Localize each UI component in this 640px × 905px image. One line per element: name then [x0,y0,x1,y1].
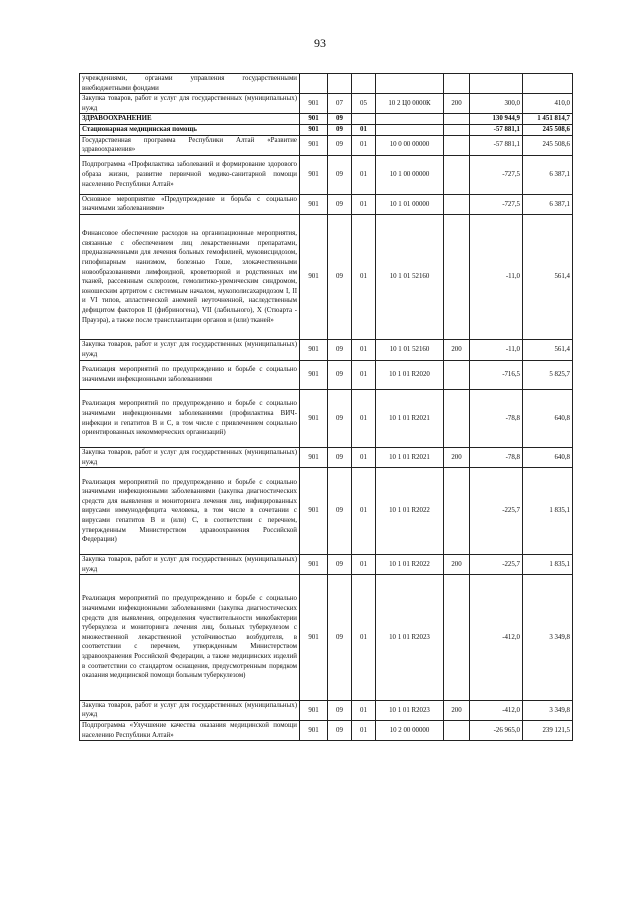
row-grbs-cell: 901 [300,721,328,741]
row-name-cell: Стационарная медицинская помощь [80,124,300,135]
row-section-cell: 09 [328,135,352,155]
row-grbs-cell: 901 [300,124,328,135]
row-target-article-cell: 10 2 Ц0 0000К [376,94,444,114]
row-name-cell: Подпрограмма «Профилактика заболеваний и формирование здорового образа жизни, развитие первичной медико-санитарной помощи населению Республики Алтай» [80,155,300,194]
row-name-cell: учреждениями, органами управления государственными внебюджетными фондами [80,74,300,94]
row-section-cell: 09 [328,555,352,575]
row-total-amount-cell: 3 349,8 [523,575,573,700]
row-name-cell: Реализация мероприятий по предупреждению и борьбе с социально значимыми инфекционными заболеваниями (закупка диагностических средств для выявления и мониторинга лечения лиц, инфицированных вирусами иммунодефицита человека, в том числе в сочетании с вирусами гепатитов B и (или) C, в соответствии с перечнем, утвержденным Министерством здравоохранения Российской Федерации) [80,468,300,555]
table-row [80,448,573,468]
row-section-cell: 09 [328,389,352,447]
table-row [80,114,573,125]
table-row [80,194,573,214]
row-total-amount-cell: 6 387,1 [523,155,573,194]
row-subsection-cell: 01 [352,700,376,720]
row-subsection-cell: 01 [352,389,376,447]
row-total-amount-cell: 5 825,7 [523,360,573,389]
row-change-amount-cell: -727,5 [470,194,523,214]
row-expense-type-cell [444,389,470,447]
row-change-amount-cell: -57 881,1 [470,135,523,155]
row-grbs-cell [300,74,328,94]
row-name-cell: Закупка товаров, работ и услуг для государственных (муниципальных) нужд [80,94,300,114]
row-expense-type-cell: 200 [444,700,470,720]
row-grbs-cell: 901 [300,194,328,214]
row-target-article-cell [376,74,444,94]
row-target-article-cell [376,124,444,135]
budget-table [79,73,573,741]
row-change-amount-cell: -11,0 [470,214,523,339]
row-section-cell [328,74,352,94]
row-expense-type-cell [444,124,470,135]
table-row [80,135,573,155]
row-subsection-cell: 01 [352,214,376,339]
row-section-cell: 09 [328,155,352,194]
row-expense-type-cell [444,575,470,700]
row-expense-type-cell: 200 [444,340,470,360]
row-target-article-cell: 10 1 01 52160 [376,340,444,360]
row-target-article-cell: 10 1 01 R2021 [376,448,444,468]
page-number: 93 [314,36,326,50]
row-subsection-cell [352,74,376,94]
row-change-amount-cell: -26 965,0 [470,721,523,741]
row-grbs-cell: 901 [300,135,328,155]
row-subsection-cell: 01 [352,468,376,555]
table-row [80,468,573,555]
table-row [80,155,573,194]
table-row [80,124,573,135]
row-grbs-cell: 901 [300,214,328,339]
row-grbs-cell: 901 [300,155,328,194]
row-grbs-cell: 901 [300,114,328,125]
row-change-amount-cell: -412,0 [470,575,523,700]
row-grbs-cell: 901 [300,700,328,720]
row-total-amount-cell: 245 508,6 [523,135,573,155]
row-expense-type-cell: 200 [444,448,470,468]
table-row [80,340,573,360]
row-name-cell: Закупка товаров, работ и услуг для государственных (муниципальных) нужд [80,448,300,468]
row-name-cell: Реализация мероприятий по предупреждению и борьбе с социально значимыми инфекционными заболеваниями (закупка диагностических средств для выявления, определения чувствительности микобактерии туберкулеза и мониторинга лечения лиц, больных туберкулезом с множественной лекарственной устойчивостью возбудителя, в соответствии с перечнем, утвержденным Министерством здравоохранения Российской Федерации, а также медицинских изделий в соответствии со стандартом оснащения, предусмотренным порядком оказания медицинской помощи больным туберкулезом) [80,575,300,700]
row-expense-type-cell [444,214,470,339]
row-target-article-cell: 10 1 01 52160 [376,214,444,339]
row-section-cell: 09 [328,575,352,700]
row-change-amount-cell: -412,0 [470,700,523,720]
row-name-cell: Основное мероприятие «Предупреждение и борьба с социально значимыми заболеваниями» [80,194,300,214]
row-change-amount-cell: -78,8 [470,389,523,447]
row-grbs-cell: 901 [300,555,328,575]
row-subsection-cell: 01 [352,721,376,741]
row-change-amount-cell: -225,7 [470,555,523,575]
row-total-amount-cell: 561,4 [523,214,573,339]
row-grbs-cell: 901 [300,575,328,700]
row-change-amount-cell: -57 881,1 [470,124,523,135]
row-subsection-cell: 01 [352,124,376,135]
row-name-cell: Закупка товаров, работ и услуг для государственных (муниципальных) нужд [80,340,300,360]
row-section-cell: 09 [328,114,352,125]
row-section-cell: 07 [328,94,352,114]
table-row [80,214,573,339]
row-total-amount-cell [523,74,573,94]
row-subsection-cell: 01 [352,340,376,360]
row-expense-type-cell: 200 [444,94,470,114]
row-target-article-cell: 10 1 01 R2022 [376,468,444,555]
table-row [80,575,573,700]
row-grbs-cell: 901 [300,389,328,447]
row-total-amount-cell: 3 349,8 [523,700,573,720]
row-expense-type-cell [444,135,470,155]
row-grbs-cell: 901 [300,340,328,360]
row-subsection-cell: 01 [352,135,376,155]
budget-table-body [80,74,573,741]
row-target-article-cell: 10 1 00 00000 [376,155,444,194]
row-total-amount-cell: 640,8 [523,389,573,447]
row-subsection-cell: 01 [352,555,376,575]
table-row [80,360,573,389]
row-total-amount-cell: 245 508,6 [523,124,573,135]
row-total-amount-cell: 239 121,5 [523,721,573,741]
row-target-article-cell: 10 1 01 R2022 [376,555,444,575]
row-name-cell: ЗДРАВООХРАНЕНИЕ [80,114,300,125]
row-change-amount-cell: -727,5 [470,155,523,194]
row-change-amount-cell: -78,8 [470,448,523,468]
row-grbs-cell: 901 [300,360,328,389]
row-name-cell: Реализация мероприятий по предупреждению и борьбе с социально значимыми инфекционными заболеваниями [80,360,300,389]
row-target-article-cell: 10 0 00 00000 [376,135,444,155]
row-target-article-cell [376,114,444,125]
row-expense-type-cell [444,194,470,214]
row-subsection-cell [352,114,376,125]
row-grbs-cell: 901 [300,94,328,114]
table-row [80,555,573,575]
row-subsection-cell: 01 [352,360,376,389]
table-row [80,74,573,94]
row-section-cell: 09 [328,194,352,214]
table-row [80,700,573,720]
row-total-amount-cell: 640,8 [523,448,573,468]
row-section-cell: 09 [328,448,352,468]
row-change-amount-cell: -225,7 [470,468,523,555]
row-change-amount-cell [470,74,523,94]
row-total-amount-cell: 1 835,1 [523,555,573,575]
row-change-amount-cell: 130 944,9 [470,114,523,125]
row-change-amount-cell: 300,0 [470,94,523,114]
row-total-amount-cell: 6 387,1 [523,194,573,214]
row-expense-type-cell [444,360,470,389]
row-section-cell: 09 [328,340,352,360]
row-name-cell: Закупка товаров, работ и услуг для государственных (муниципальных) нужд [80,700,300,720]
row-name-cell: Подпрограмма «Улучшение качества оказания медицинской помощи населению Республики Алтай» [80,721,300,741]
row-total-amount-cell: 561,4 [523,340,573,360]
row-grbs-cell: 901 [300,468,328,555]
row-target-article-cell: 10 2 00 00000 [376,721,444,741]
row-name-cell: Закупка товаров, работ и услуг для государственных (муниципальных) нужд [80,555,300,575]
table-row [80,94,573,114]
row-target-article-cell: 10 1 01 R2020 [376,360,444,389]
row-section-cell: 09 [328,214,352,339]
row-target-article-cell: 10 1 01 R2023 [376,575,444,700]
row-expense-type-cell [444,721,470,741]
row-expense-type-cell [444,155,470,194]
row-expense-type-cell [444,468,470,555]
row-expense-type-cell [444,74,470,94]
row-expense-type-cell [444,114,470,125]
row-grbs-cell: 901 [300,448,328,468]
row-subsection-cell: 01 [352,194,376,214]
row-section-cell: 09 [328,700,352,720]
table-row [80,389,573,447]
row-target-article-cell: 10 1 01 00000 [376,194,444,214]
row-section-cell: 09 [328,124,352,135]
row-name-cell: Государственная программа Республики Алтай «Развитие здравоохранения» [80,135,300,155]
row-name-cell: Финансовое обеспечение расходов на организационные мероприятия, связанные с обеспечением лиц лекарственными препаратами, предназначенными для лечения больных гемофилией, муковисцидозом, гипофизарным нанизмом, болезнью Гоше, злокачественными новообразованиями лимфоидной, кроветворной и родственных им тканей, рассеянным склерозом, гемолитико-уремическим синдромом, юношеским артритом с системным началом, мукополисахаридозом I, II и VI типов, апластической анемией неуточненной, наследственным дефицитом факторов II (фибриногена), VII (лабильного), X (Стюарта - Прауэра), а также после трансплантации органов и (или) тканей» [80,214,300,339]
row-subsection-cell: 01 [352,575,376,700]
row-name-cell: Реализация мероприятий по предупреждению и борьбе с социально значимыми инфекционными заболеваниями (профилактика ВИЧ-инфекции и гепатитов B и C, в том числе с привлечением социально ориентированных некоммерческих организаций) [80,389,300,447]
table-row [80,721,573,741]
row-subsection-cell: 01 [352,155,376,194]
row-section-cell: 09 [328,360,352,389]
row-expense-type-cell: 200 [444,555,470,575]
row-subsection-cell: 01 [352,448,376,468]
row-total-amount-cell: 1 451 814,7 [523,114,573,125]
row-section-cell: 09 [328,721,352,741]
row-target-article-cell: 10 1 01 R2023 [376,700,444,720]
row-subsection-cell: 05 [352,94,376,114]
row-change-amount-cell: -11,0 [470,340,523,360]
row-total-amount-cell: 1 835,1 [523,468,573,555]
row-change-amount-cell: -716,5 [470,360,523,389]
row-target-article-cell: 10 1 01 R2021 [376,389,444,447]
row-section-cell: 09 [328,468,352,555]
row-total-amount-cell: 410,0 [523,94,573,114]
